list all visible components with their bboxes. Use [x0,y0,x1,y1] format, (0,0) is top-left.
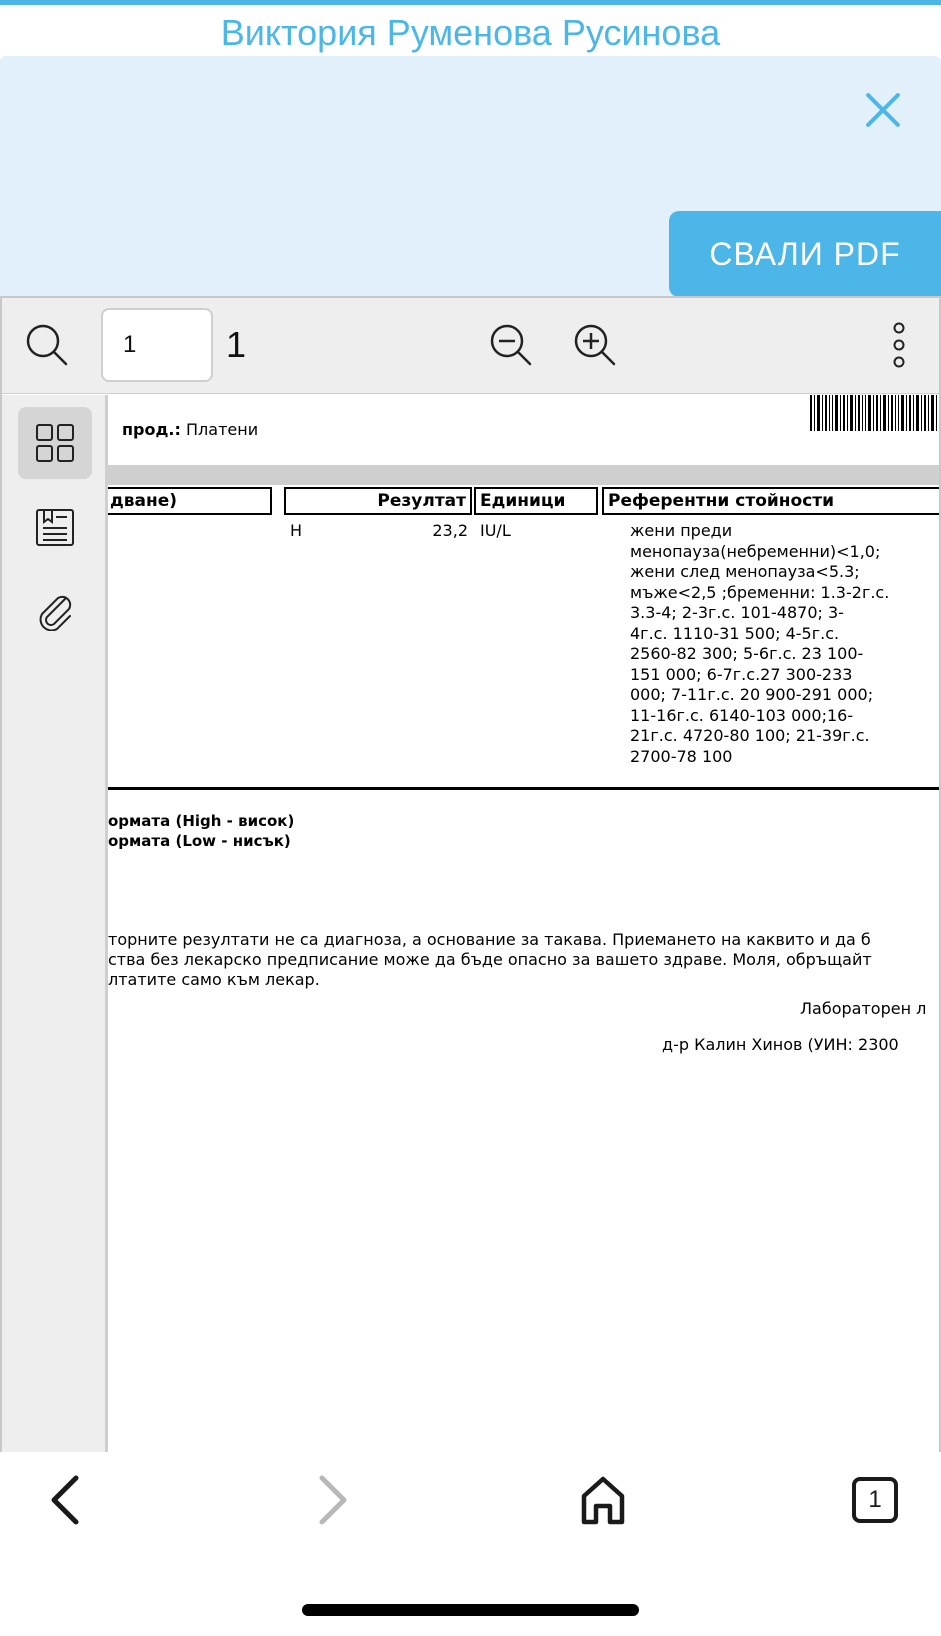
viewer-sidebar [2,395,108,1452]
outline-icon [35,507,75,547]
reference-line: 151 000; 6-7г.с.27 300-233 [630,664,853,684]
attachment-icon [35,591,75,631]
section-band [108,465,941,485]
forward-arrow-icon[interactable] [316,1474,352,1526]
payment-status [122,419,258,441]
top-accent-rule [0,0,941,10]
result-flag: H [290,521,303,540]
payment-label: прод.: [122,420,181,439]
search-icon[interactable] [24,322,70,368]
download-pdf-button[interactable]: СВАЛИ PDF [669,211,941,297]
result-unit: IU/L [480,521,511,540]
reference-line: 4г.с. 1110-31 500; 4-5г.с. [630,623,840,643]
more-options-icon[interactable] [884,320,914,370]
reference-line: жени след менопауза<5.3; [630,562,860,581]
pdf-viewer [0,296,941,1452]
table-header-unit: Единици [474,487,598,515]
home-icon[interactable] [578,1474,628,1526]
signature-name: д-р Калин Хинов (УИН: 2300 [662,1035,899,1054]
zoom-in-icon[interactable] [572,322,618,368]
signature-title: Лабораторен л [800,999,927,1018]
disclaimer-line: торните резултати не са диагноза, а основание за такава. Приемането на каквито и да б [108,930,871,949]
table-header-test: дване) [108,487,272,515]
back-arrow-icon[interactable] [46,1474,82,1526]
reference-line: мъже<2,5 ;бременни: 1.3-2г.с. [630,582,890,602]
zoom-out-icon[interactable] [488,322,534,368]
reference-line: менопауза(небременни)<1,0; [630,541,881,561]
payment-value: Платени [186,420,259,439]
pdf-page [108,395,941,1452]
reference-line: 3.3-4; 2-3г.с. 101-4870; 3- [630,603,844,622]
home-indicator [302,1604,639,1616]
close-icon[interactable] [858,85,908,135]
attachments-button[interactable] [18,575,92,647]
barcode-image [810,395,941,433]
reference-line: 11-16г.с. 6140-103 000;16- [630,705,854,725]
disclaimer-line: ства без лекарско предписание може да бъде опасно за вашето здраве. Моля, обръщайт [108,950,872,969]
thumbnails-button[interactable] [18,407,92,479]
reference-line: 2700-78 100 [630,746,733,766]
legend-high: ормата (High - висок) [108,812,295,830]
thumbnails-icon [35,423,75,463]
table-bottom-rule [108,787,941,790]
page-total: 1 [226,324,247,365]
disclaimer-line: лтатите само към лекар. [108,970,320,989]
patient-name: Виктория Руменова Русинова [220,12,721,53]
tabs-button[interactable]: 1 [852,1477,898,1523]
result-value: 23,2 [432,521,468,540]
reference-line: 000; 7-11г.с. 20 900-291 000; [630,685,874,704]
outline-button[interactable] [18,491,92,563]
table-header-result: Резултат [284,487,472,515]
reference-line: жени преди [630,521,733,540]
reference-line: 21г.с. 4720-80 100; 21-39г.с. [630,726,870,745]
viewer-toolbar [2,298,941,394]
table-header-reference: Референтни стойности [602,487,941,515]
legend-low: ормата (Low - нисък) [108,832,291,850]
reference-line: 2560-82 300; 5-6г.с. 23 100- [630,644,864,663]
page-number-input[interactable] [101,308,213,382]
